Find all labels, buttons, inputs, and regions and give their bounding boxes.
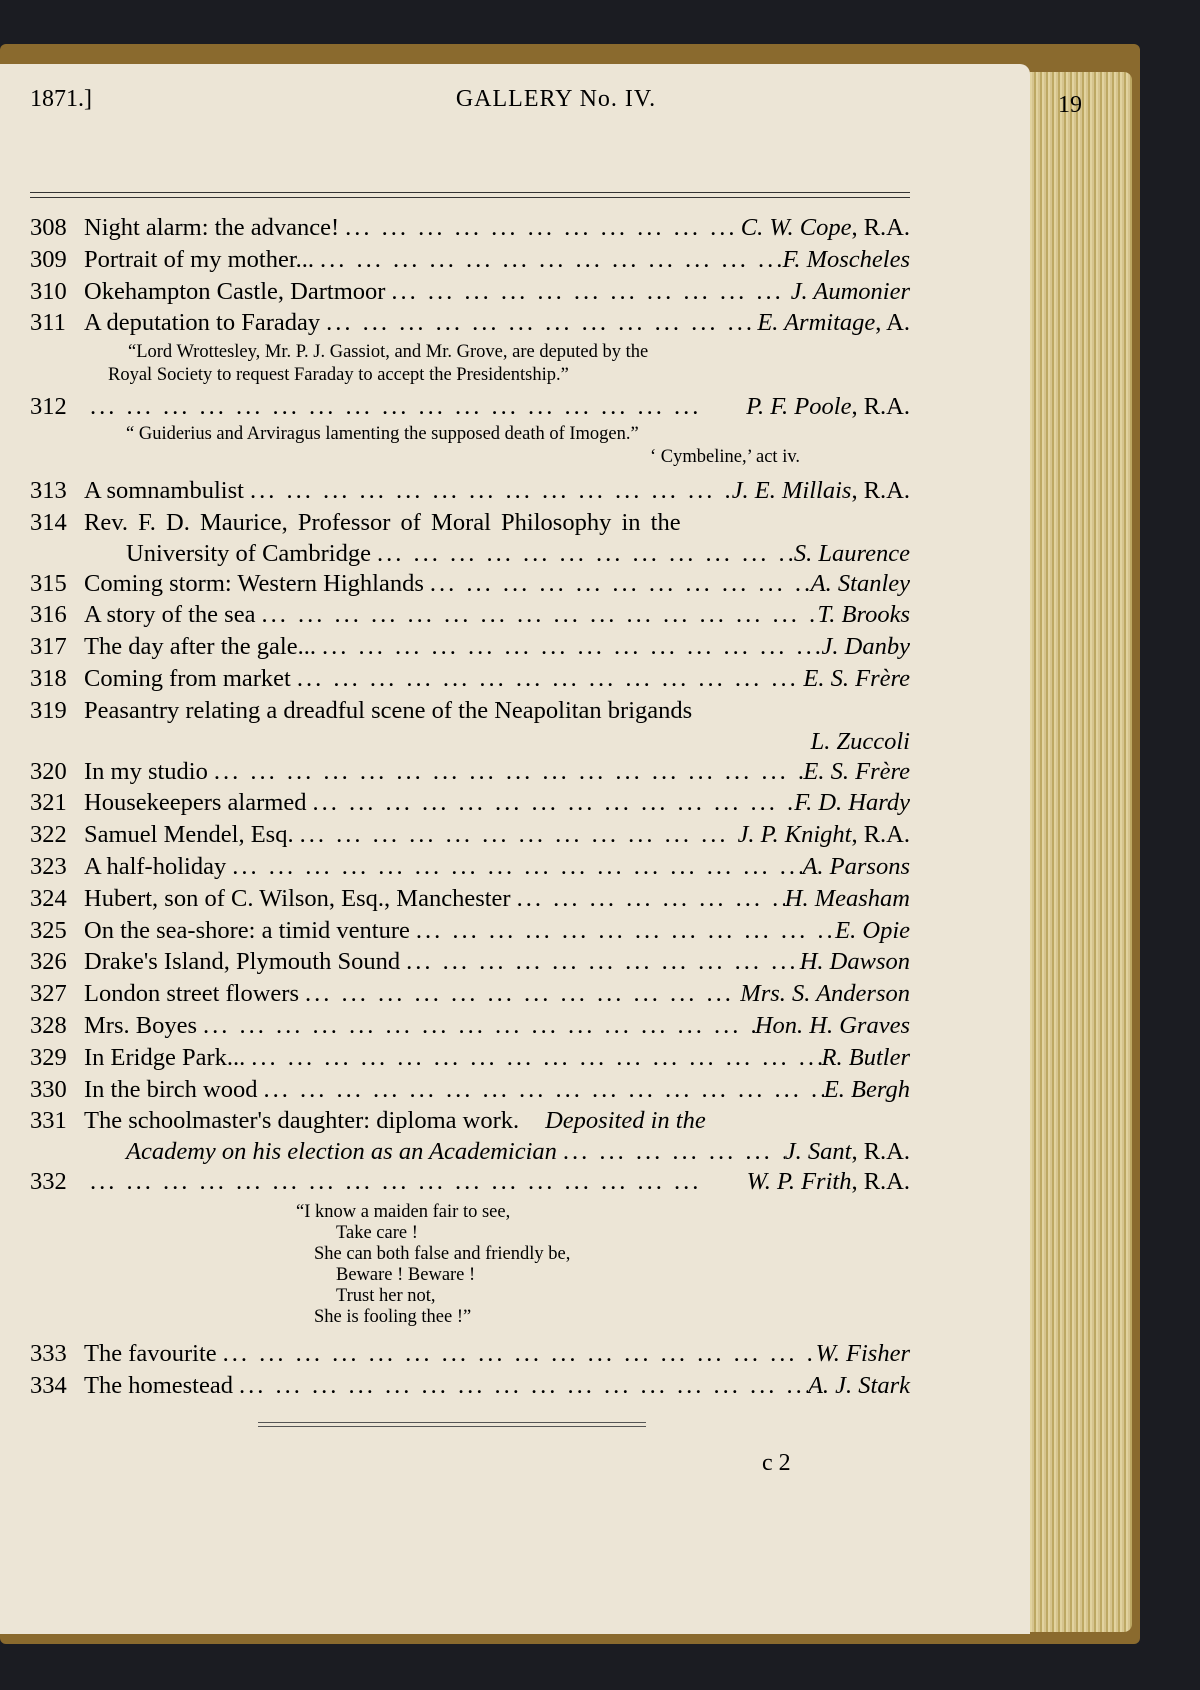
entry-number: 313 bbox=[30, 476, 67, 504]
dot-leader bbox=[306, 787, 794, 819]
entry-number: 327 bbox=[30, 980, 67, 1008]
dot-leader bbox=[208, 756, 804, 788]
entry-333 bbox=[30, 1338, 910, 1370]
header-rule-top bbox=[30, 192, 910, 193]
dot-leader bbox=[320, 307, 757, 339]
dot-leader bbox=[424, 568, 811, 600]
dot-leader bbox=[400, 946, 800, 978]
entry-artist: F. D. Hardy bbox=[794, 789, 910, 817]
entry-artist: T. Brooks bbox=[817, 601, 910, 629]
entry-number: 324 bbox=[30, 884, 67, 912]
entry-318 bbox=[30, 663, 910, 695]
entry-number: 322 bbox=[30, 821, 67, 849]
entry-315 bbox=[30, 568, 910, 600]
entry-title: Coming storm: Western Highlands bbox=[84, 569, 424, 597]
entry-321 bbox=[30, 787, 910, 819]
entry-artist: A. Stanley bbox=[810, 569, 910, 597]
entry-artist: Mrs. S. Anderson bbox=[740, 980, 910, 1008]
entry-artist: W. Fisher bbox=[815, 1339, 910, 1367]
dot-leader bbox=[371, 539, 794, 568]
page-number: 19 bbox=[1058, 92, 1082, 118]
entry-title: Mrs. Boyes bbox=[84, 1011, 197, 1039]
entry-artist: S. Laurence bbox=[793, 539, 910, 567]
entry-suffix: , R.A. bbox=[851, 821, 910, 849]
quote-311 bbox=[30, 339, 910, 391]
entry-artist: Hon. H. Graves bbox=[754, 1011, 910, 1039]
entry-number: 326 bbox=[30, 948, 67, 976]
entry-artist: P. F. Poole bbox=[746, 393, 852, 421]
entry-number: 323 bbox=[30, 852, 67, 880]
catalogue-entries bbox=[30, 212, 910, 1402]
dot-leader bbox=[255, 599, 817, 631]
entry-number: 312 bbox=[30, 393, 67, 421]
entry-suffix: , R.A. bbox=[851, 476, 910, 504]
dot-leader bbox=[316, 631, 822, 663]
entry-title: In my studio bbox=[84, 757, 208, 785]
entry-artist: E. S. Frère bbox=[803, 757, 910, 785]
entry-number: 314 bbox=[30, 508, 67, 536]
entry-312 bbox=[30, 391, 910, 423]
quote-line: Beware ! Beware ! bbox=[336, 1264, 476, 1285]
entry-319 bbox=[30, 695, 910, 727]
entry-314-continuation bbox=[30, 539, 910, 568]
entry-number: 330 bbox=[30, 1075, 67, 1103]
entry-title: Okehampton Castle, Dartmoor bbox=[84, 277, 386, 305]
entry-title: In Eridge Park... bbox=[84, 1043, 246, 1071]
entry-313 bbox=[30, 475, 910, 507]
entry-number: 316 bbox=[30, 601, 67, 629]
entry-title: On the sea-shore: a timid venture bbox=[84, 916, 410, 944]
entry-number: 310 bbox=[30, 277, 67, 305]
dot-leader bbox=[385, 276, 790, 308]
quote-line: She can both false and friendly be, bbox=[314, 1243, 571, 1264]
entry-artist: H. Measham bbox=[784, 884, 910, 912]
quote-332 bbox=[30, 1198, 910, 1338]
entry-329 bbox=[30, 1042, 910, 1074]
signature-mark: c 2 bbox=[762, 1450, 791, 1476]
dot-leader bbox=[217, 1338, 816, 1370]
entry-title: Night alarm: the advance! bbox=[84, 214, 340, 241]
entry-artist: E. S. Frère bbox=[803, 664, 910, 692]
entry-number: 333 bbox=[30, 1339, 67, 1367]
entry-332 bbox=[30, 1166, 910, 1198]
entry-artist: J. Danby bbox=[821, 633, 910, 661]
dot-leader bbox=[84, 1166, 747, 1198]
entry-317 bbox=[30, 631, 910, 663]
entry-title: A story of the sea bbox=[84, 601, 256, 629]
entry-331-continuation bbox=[30, 1137, 910, 1166]
entry-number: 308 bbox=[30, 214, 67, 241]
entry-title: The homestead bbox=[84, 1371, 233, 1399]
dot-leader bbox=[299, 978, 740, 1010]
entry-327 bbox=[30, 978, 910, 1010]
quote-line: “Lord Wrottesley, Mr. P. J. Gassiot, and Mr. Grove, are deputed by the bbox=[128, 342, 649, 363]
entry-number: 332 bbox=[30, 1168, 67, 1196]
entry-artist: J. P. Knight bbox=[737, 821, 852, 849]
entry-334 bbox=[30, 1370, 910, 1402]
entry-title: Coming from market bbox=[84, 664, 291, 692]
dot-leader bbox=[197, 1010, 755, 1042]
dot-leader bbox=[244, 475, 732, 507]
entry-323 bbox=[30, 851, 910, 883]
entry-number: 321 bbox=[30, 789, 67, 817]
entry-311 bbox=[30, 307, 910, 339]
entry-319-continuation bbox=[30, 727, 910, 756]
entry-title: Samuel Mendel, Esq. bbox=[84, 821, 294, 849]
entry-suffix: , R.A. bbox=[851, 393, 910, 421]
entry-number: 318 bbox=[30, 664, 67, 692]
entry-artist: C. W. Cope bbox=[740, 214, 852, 241]
quote-312 bbox=[30, 423, 910, 475]
dot-leader bbox=[511, 883, 785, 915]
dot-leader bbox=[84, 391, 746, 423]
entry-title: A somnambulist bbox=[84, 476, 244, 504]
entry-artist: J. Sant bbox=[784, 1138, 852, 1166]
entry-324 bbox=[30, 883, 910, 915]
entry-number: 319 bbox=[30, 696, 67, 724]
dot-leader bbox=[233, 1370, 808, 1402]
quote-line: Trust her not, bbox=[336, 1285, 436, 1306]
entry-suffix: , R.A. bbox=[851, 1138, 910, 1166]
entry-artist: J. E. Millais bbox=[731, 476, 852, 504]
entry-308 bbox=[30, 212, 910, 244]
entry-number: 334 bbox=[30, 1371, 67, 1399]
entry-artist: A. Parsons bbox=[802, 852, 910, 880]
dot-leader bbox=[410, 915, 835, 947]
entry-title: Portrait of my mother... bbox=[84, 245, 314, 273]
entry-title-continuation: Academy on his election as an Academician bbox=[126, 1138, 557, 1166]
quote-source: ‘ Cymbeline,’ act iv. bbox=[650, 446, 801, 467]
entry-title: London street flowers bbox=[84, 980, 299, 1008]
dot-leader bbox=[339, 212, 741, 244]
entry-320 bbox=[30, 756, 910, 788]
entry-325 bbox=[30, 915, 910, 947]
entry-title: A half-holiday bbox=[84, 852, 227, 880]
footer-rule-top bbox=[258, 1422, 646, 1423]
entry-326 bbox=[30, 946, 910, 978]
entry-artist: E. Opie bbox=[835, 916, 910, 944]
entry-artist: E. Armitage bbox=[757, 309, 876, 337]
quote-line: She is fooling thee !” bbox=[314, 1306, 472, 1327]
entry-suffix: , R.A. bbox=[851, 1168, 910, 1196]
entry-number: 315 bbox=[30, 569, 67, 597]
header-title: GALLERY No. IV. bbox=[455, 86, 657, 112]
entry-title: The schoolmaster's daughter: diploma work. bbox=[84, 1107, 520, 1135]
quote-line: Take care ! bbox=[336, 1222, 418, 1243]
quote-line: “ Guiderius and Arviragus lamenting the supposed death of Imogen.” bbox=[126, 423, 639, 444]
dot-leader bbox=[245, 1042, 821, 1074]
entry-title: Housekeepers alarmed bbox=[84, 789, 307, 817]
entry-number: 320 bbox=[30, 757, 67, 785]
entry-artist: L. Zuccoli bbox=[810, 727, 910, 755]
dot-leader bbox=[258, 1074, 824, 1106]
entry-328 bbox=[30, 1010, 910, 1042]
entry-title: Peasantry relating a dreadful scene of the Neapolitan brigands bbox=[84, 696, 693, 724]
dot-leader bbox=[291, 663, 804, 695]
entry-suffix: , R.A. bbox=[851, 214, 910, 241]
dot-leader bbox=[226, 851, 802, 883]
entry-number: 325 bbox=[30, 916, 67, 944]
entry-title: A deputation to Faraday bbox=[84, 309, 321, 337]
entry-artist: R. Butler bbox=[821, 1043, 910, 1071]
entry-310 bbox=[30, 276, 910, 308]
entry-artist: A. J. Stark bbox=[807, 1371, 910, 1399]
entry-316 bbox=[30, 599, 910, 631]
dot-leader bbox=[314, 244, 783, 276]
quote-line: “I know a maiden fair to see, bbox=[296, 1201, 511, 1222]
entry-artist: W. P. Frith bbox=[746, 1168, 852, 1196]
entry-number: 329 bbox=[30, 1043, 67, 1071]
entry-title: The favourite bbox=[84, 1339, 217, 1367]
entry-artist: E. Bergh bbox=[823, 1075, 910, 1103]
entry-number: 317 bbox=[30, 633, 67, 661]
entry-title: Hubert, son of C. Wilson, Esq., Manchester bbox=[84, 884, 511, 912]
entry-322 bbox=[30, 819, 910, 851]
quote-line: Royal Society to request Faraday to accept the Presidentship.” bbox=[108, 365, 569, 386]
entry-deposited-note: Deposited in the bbox=[545, 1107, 706, 1135]
entry-330 bbox=[30, 1074, 910, 1106]
entry-number: 311 bbox=[30, 309, 66, 337]
entry-artist: H. Dawson bbox=[799, 948, 910, 976]
entry-number: 331 bbox=[30, 1107, 67, 1135]
entry-number: 309 bbox=[30, 245, 67, 273]
entry-title: In the birch wood bbox=[84, 1075, 258, 1103]
running-header bbox=[30, 86, 1082, 116]
entry-title: Drake's Island, Plymouth Sound bbox=[84, 948, 401, 976]
entry-artist: F. Moscheles bbox=[782, 245, 910, 273]
entry-309 bbox=[30, 244, 910, 276]
page-edges bbox=[1020, 72, 1132, 1632]
dot-leader bbox=[294, 819, 738, 851]
entry-314 bbox=[30, 507, 910, 539]
entry-suffix: , A. bbox=[875, 309, 910, 337]
entry-artist: J. Aumonier bbox=[790, 277, 910, 305]
entry-number: 328 bbox=[30, 1011, 67, 1039]
entry-331 bbox=[30, 1105, 910, 1137]
entry-title: Rev. F. D. Maurice, Professor of Moral Philosophy in the bbox=[84, 508, 681, 536]
footer-rule-bottom bbox=[258, 1426, 646, 1427]
entry-title-continuation: University of Cambridge bbox=[126, 539, 371, 567]
header-year: 1871.] bbox=[30, 86, 92, 112]
header-rule-bottom bbox=[30, 197, 910, 198]
entry-title: The day after the gale... bbox=[84, 633, 316, 661]
dot-leader bbox=[557, 1137, 785, 1166]
